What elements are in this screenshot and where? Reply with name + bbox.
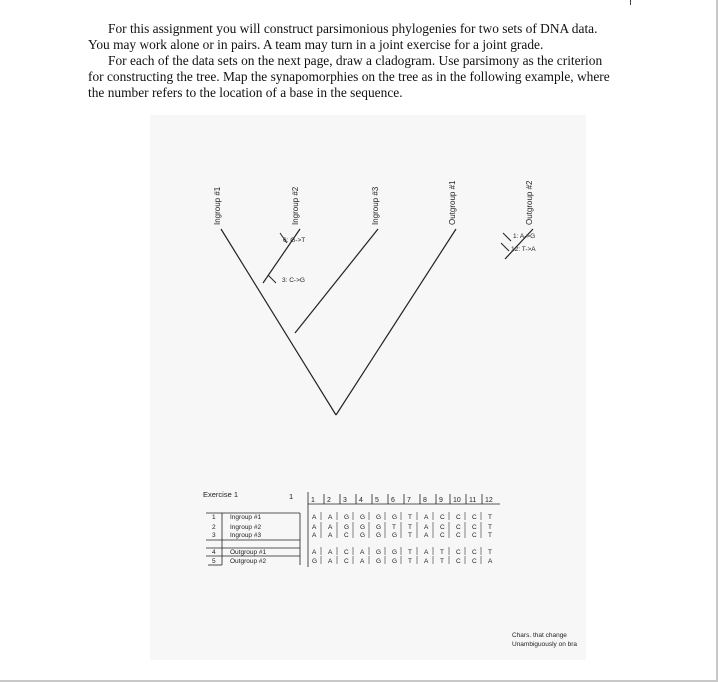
sequence-cell: T [408, 558, 412, 565]
sequence-cell: G [360, 524, 366, 531]
row-taxon: Outgroup #1 [230, 549, 267, 556]
sequence-cell: G [312, 558, 318, 565]
sequence-cell: G [360, 532, 366, 539]
sequence-cell: T [440, 558, 444, 565]
sequence-cell: A [312, 514, 317, 521]
tree-branches [221, 229, 536, 415]
sequence-cell: G [376, 524, 382, 531]
instructions-line-1: For each of the data sets on the next page, draw a cladogram. Use parsimony as the criterion [108, 53, 603, 68]
sequence-cell: A [328, 558, 333, 565]
row-number: 1 [212, 514, 216, 521]
intro-paragraph [88, 21, 648, 101]
sequence-cell: T [488, 524, 492, 531]
sequence-cell: G [392, 549, 398, 556]
column-header: 4 [359, 497, 363, 504]
synapomorphy-1: 1: A->G [513, 233, 536, 240]
sequence-cell: T [408, 549, 412, 556]
sequence-cell: A [312, 524, 317, 531]
sequence-cell: C [456, 549, 461, 556]
scanned-example-figure [150, 115, 586, 660]
row-number: 5 [212, 558, 216, 565]
sequence-table [203, 490, 500, 567]
sequence-cell: A [424, 532, 429, 539]
sequence-cell: C [440, 524, 445, 531]
sequence-cell: A [360, 558, 365, 565]
taxon-label-outgroup-1: Outgroup #1 [448, 180, 457, 225]
sequence-cell: C [456, 558, 461, 565]
sequence-cell: A [424, 514, 429, 521]
instructions-line-3: the number refers to the location of a base in the sequence. [88, 85, 403, 100]
sequence-cell: G [376, 558, 382, 565]
column-header: 9 [439, 497, 443, 504]
sequence-cell: C [472, 549, 477, 556]
footnote-line-2: Unambiguously on bra [512, 641, 578, 648]
intro-line-1: For this assignment you will construct parsimonious phylogenies for two sets of DNA data. [108, 21, 598, 36]
sequence-cell: T [408, 532, 412, 539]
sequence-cell: G [392, 558, 398, 565]
column-header: 12 [485, 497, 493, 504]
sequence-cell: C [440, 514, 445, 521]
column-header: 1 [311, 497, 315, 504]
sequence-cell: C [456, 532, 461, 539]
sequence-cell: G [360, 514, 366, 521]
sequence-cell: C [472, 514, 477, 521]
taxon-label-ingroup-3: Ingroup #3 [371, 186, 380, 225]
synapomorphy-6: 6: G->T [283, 237, 306, 244]
sequence-cell: T [408, 514, 412, 521]
taxon-label-outgroup-2: Outgroup #2 [525, 180, 534, 225]
sequence-cell: A [424, 549, 429, 556]
column-header: 10 [453, 497, 461, 504]
row-taxon: Outgroup #2 [230, 558, 267, 565]
sequence-cell: C [344, 558, 349, 565]
sequence-cell: G [392, 514, 398, 521]
sequence-cell: A [360, 549, 365, 556]
row-taxon: Ingroup #3 [230, 532, 262, 539]
footnote-line-1: Chars. that change [512, 632, 567, 639]
column-header: 11 [469, 497, 477, 504]
taxon-label-ingroup-2: Ingroup #2 [291, 186, 300, 225]
sequence-cell: A [328, 532, 333, 539]
sequence-cell: C [440, 532, 445, 539]
row-number: 3 [212, 532, 216, 539]
ruler-tick [630, 0, 631, 5]
row-number: 2 [212, 524, 216, 531]
column-header: 6 [391, 497, 395, 504]
sequence-cell: C [456, 524, 461, 531]
row-taxon: Ingroup #1 [230, 514, 262, 521]
sequence-cell: G [392, 532, 398, 539]
sequence-cell: G [376, 514, 382, 521]
column-header: 7 [407, 497, 411, 504]
synapomorphy-12: 12: T->A [511, 246, 536, 253]
sequence-cell: T [392, 524, 396, 531]
sequence-cell: A [328, 549, 333, 556]
row-number: 4 [212, 549, 216, 556]
row-numbers [212, 514, 216, 565]
sequence-cell: T [488, 549, 492, 556]
column-header: 5 [375, 497, 379, 504]
sequence-cell: A [424, 524, 429, 531]
synapomorphy-3: 3: C->G [282, 277, 305, 284]
taxon-label-ingroup-1: Ingroup #1 [213, 186, 222, 225]
sequence-cell: G [376, 532, 382, 539]
column-header: 2 [327, 497, 331, 504]
sequence-cell: C [472, 532, 477, 539]
sequence-cell: A [328, 514, 333, 521]
sequence-cell: A [312, 532, 317, 539]
sequence-cell: A [312, 549, 317, 556]
sequence-cell: C [456, 514, 461, 521]
column-header: 3 [343, 497, 347, 504]
intro-line-2: You may work alone or in pairs. A team may turn in a joint exercise for a joint grade. [88, 37, 544, 52]
sequence-cells [312, 512, 493, 565]
sequence-cell: A [328, 524, 333, 531]
sequence-cell: T [488, 532, 492, 539]
header-row-number: 1 [289, 492, 294, 501]
sequence-cell: A [488, 558, 493, 565]
sequence-cell: G [376, 549, 382, 556]
sequence-cell: G [344, 514, 350, 521]
sequence-cell: C [344, 549, 349, 556]
sequence-cell: C [472, 524, 477, 531]
column-header: 8 [423, 497, 427, 504]
sequence-cell: T [440, 549, 444, 556]
instructions-line-2: for constructing the tree. Map the synapomorphies on the tree as in the following example, where [88, 69, 610, 84]
sequence-cell: T [488, 514, 492, 521]
exercise-label: Exercise 1 [203, 490, 239, 499]
sequence-cell: G [344, 524, 350, 531]
row-taxa [230, 514, 267, 565]
sequence-cell: C [344, 532, 349, 539]
row-taxon: Ingroup #2 [230, 524, 262, 531]
sequence-cell: C [472, 558, 477, 565]
sequence-cell: A [424, 558, 429, 565]
sequence-cell: T [408, 524, 412, 531]
cladogram-figure [150, 115, 586, 660]
